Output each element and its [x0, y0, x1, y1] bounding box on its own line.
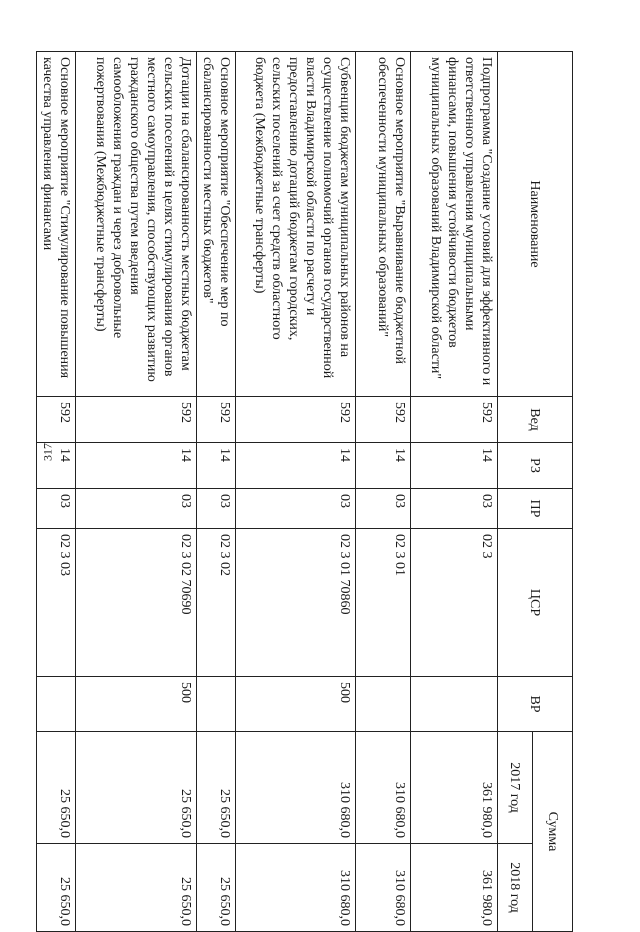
cell-2018: 25 650,0	[37, 844, 76, 932]
cell-vr: 500	[76, 677, 197, 732]
page-number: 317	[40, 443, 55, 461]
cell-ved: 592	[197, 397, 236, 443]
cell-csr: 02 3 02 70690	[76, 529, 197, 677]
header-ved: Вед	[498, 397, 573, 443]
cell-ved: 592	[37, 397, 76, 443]
header-vr: ВР	[498, 677, 573, 732]
cell-csr: 02 3 01	[356, 529, 411, 677]
table-row	[356, 52, 411, 932]
cell-2018: 361 980,0	[411, 844, 498, 932]
cell-2018: 25 650,0	[197, 844, 236, 932]
cell-2018: 310 680,0	[356, 844, 411, 932]
header-summa: Сумма	[533, 732, 573, 932]
cell-pr: 03	[356, 489, 411, 529]
table-row	[37, 52, 76, 932]
cell-name: Основное мероприятие "Стимулирование повышения качества управления финансами	[37, 52, 76, 397]
cell-name: Субвенции бюджетам муниципальных районов на осуществление полномочий органов государственной власти Владимирской области по расчету и предоставлению дотаций бюджетам городских, сельских поселений за счет средств областного бюджета (Межбюджетные трансферты)	[236, 52, 356, 397]
cell-2018: 25 650,0	[76, 844, 197, 932]
cell-pr: 03	[411, 489, 498, 529]
cell-name: Дотации на сбалансированность местных бюджетам сельских поселений в целях стимулирования органов местного самоуправления, способствующих развитию гражданского общества путем введения самообложения граждан и через добровольные пожертвования (Межбюджетные трансферты)	[76, 52, 197, 397]
cell-name: Основное мероприятие "Обеспечение мер по сбалансированности местных бюджетов"	[197, 52, 236, 397]
table-row	[236, 52, 356, 932]
cell-pr: 03	[197, 489, 236, 529]
cell-name: Основное мероприятие "Выравнивание бюджетной обеспеченности муниципальных образований"	[356, 52, 411, 397]
header-name: Наименование	[498, 52, 573, 397]
cell-name: Подпрограмма "Создание условий для эффективного и ответственного управления муниципальными финансами, повышения устойчивости бюджетов муниципальных образований Владимирской области"	[411, 52, 498, 397]
cell-2017: 310 680,0	[236, 732, 356, 844]
cell-pr: 03	[76, 489, 197, 529]
cell-rz: 14	[37, 443, 76, 489]
cell-2017: 361 980,0	[411, 732, 498, 844]
cell-rz: 14	[411, 443, 498, 489]
header-csr: ЦСР	[498, 529, 573, 677]
cell-ved: 592	[356, 397, 411, 443]
header-2018: 2018 год	[498, 844, 533, 932]
cell-vr	[411, 677, 498, 732]
cell-vr	[356, 677, 411, 732]
cell-vr: 500	[236, 677, 356, 732]
table-row	[197, 52, 236, 932]
budget-table	[36, 51, 573, 932]
header-2017: 2017 год	[498, 732, 533, 844]
header-pr: ПР	[498, 489, 573, 529]
cell-rz: 14	[236, 443, 356, 489]
cell-rz: 14	[197, 443, 236, 489]
cell-ved: 592	[76, 397, 197, 443]
cell-2017: 25 650,0	[197, 732, 236, 844]
cell-rz: 14	[76, 443, 197, 489]
cell-2017: 25 650,0	[37, 732, 76, 844]
cell-vr	[197, 677, 236, 732]
cell-2017: 25 650,0	[76, 732, 197, 844]
cell-csr: 02 3	[411, 529, 498, 677]
cell-2018: 310 680,0	[236, 844, 356, 932]
header-rz: РЗ	[498, 443, 573, 489]
cell-vr	[37, 677, 76, 732]
cell-pr: 03	[37, 489, 76, 529]
table-row	[76, 52, 197, 932]
cell-2017: 310 680,0	[356, 732, 411, 844]
cell-ved: 592	[236, 397, 356, 443]
table-row	[411, 52, 498, 932]
cell-ved: 592	[411, 397, 498, 443]
cell-pr: 03	[236, 489, 356, 529]
cell-rz: 14	[356, 443, 411, 489]
cell-csr: 02 3 01 70860	[236, 529, 356, 677]
cell-csr: 02 3 02	[197, 529, 236, 677]
cell-csr: 02 3 03	[37, 529, 76, 677]
